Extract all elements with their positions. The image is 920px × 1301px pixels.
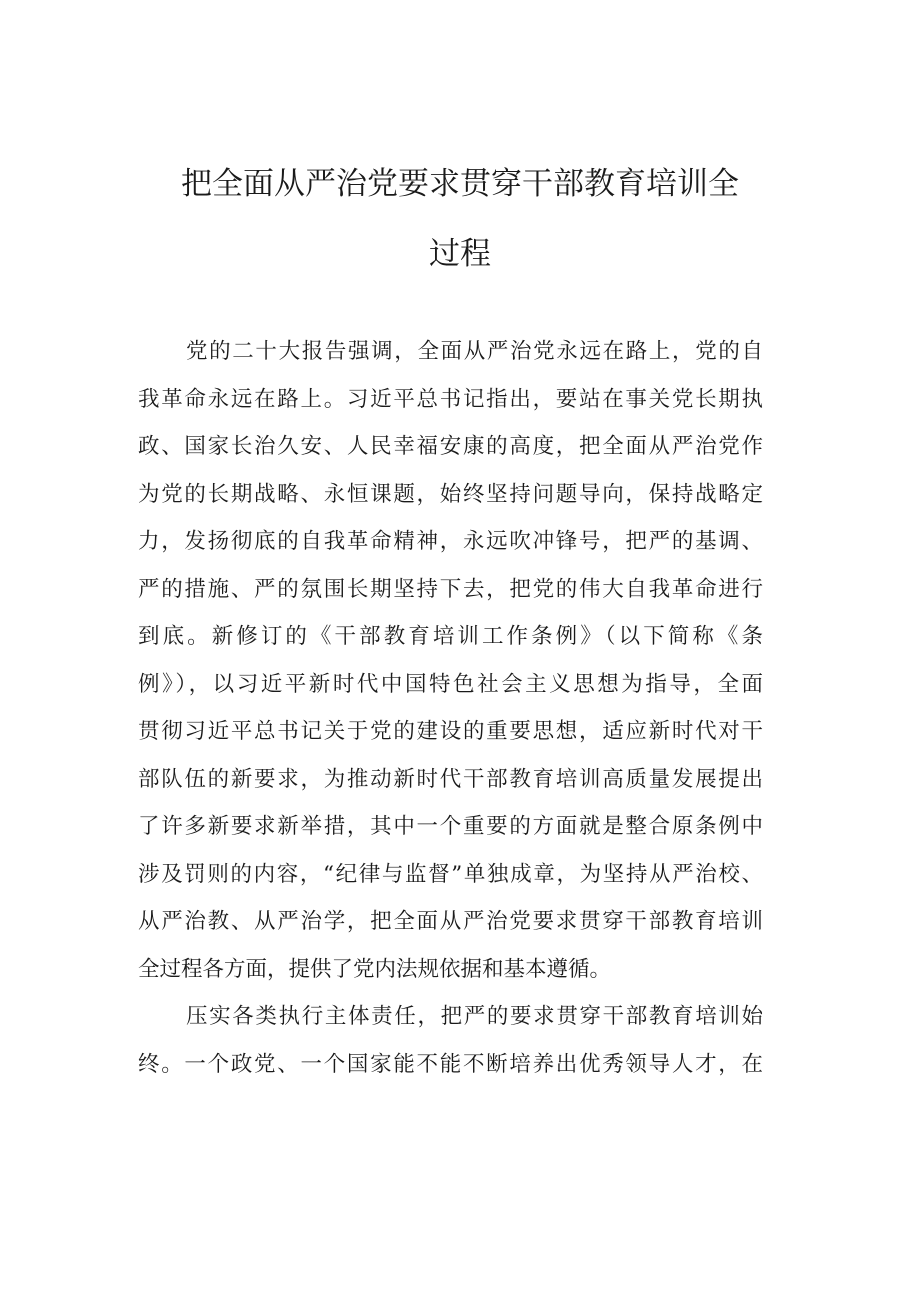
paragraph-1-line-12: 涉及罚则的内容，“纪律与监督”单独成章，为坚持从严治校、 <box>138 861 763 887</box>
paragraph-1-line-11: 了许多新要求新举措，其中一个重要的方面就是整合原条例中 <box>138 814 763 839</box>
document-title-line-2: 过程 <box>429 236 491 272</box>
paragraph-1-line-5: 力，发扬彻底的自我革命精神，永远吹冲锋号，把严的基调、 <box>138 529 763 554</box>
document-title-line-1: 把全面从严治党要求贯穿干部教育培训全 <box>181 166 739 202</box>
paragraph-1-line-7: 到底。新修订的《干部教育培训工作条例》（以下简称《条 <box>138 624 763 649</box>
paragraph-2-line-2: 终。一个政党、一个国家能不能不断培养出优秀领导人才，在 <box>138 1051 763 1077</box>
paragraph-1-line-13: 从严治教、从严治学，把全面从严治党要求贯穿干部教育培训 <box>138 909 763 934</box>
paragraph-1-line-4: 为党的长期战略、永恒课题，始终坚持问题导向，保持战略定 <box>138 481 763 507</box>
paragraph-2-line-1: 压实各类执行主体责任，把严的要求贯穿干部教育培训始 <box>186 1004 763 1029</box>
paragraph-1-line-6: 严的措施、严的氛围长期坚持下去，把党的伟大自我革命进行 <box>138 576 763 602</box>
paragraph-1-line-9: 贯彻习近平总书记关于党的建设的重要思想，适应新时代对干 <box>138 719 763 744</box>
paragraph-1-line-14: 全过程各方面，提供了党内法规依据和基本遵循。 <box>138 956 612 982</box>
paragraph-1-line-10: 部队伍的新要求，为推动新时代干部教育培训高质量发展提出 <box>138 766 763 792</box>
paragraph-1-line-3: 政、国家长治久安、人民幸福安康的高度，把全面从严治党作 <box>138 434 763 459</box>
paragraph-1-line-2: 我革命永远在路上。习近平总书记指出，要站在事关党长期执 <box>138 386 763 412</box>
paragraph-1-line-8: 例》），以习近平新时代中国特色社会主义思想为指导，全面 <box>138 671 763 697</box>
paragraph-1-line-1: 党的二十大报告强调，全面从严治党永远在路上，党的自 <box>186 339 763 364</box>
